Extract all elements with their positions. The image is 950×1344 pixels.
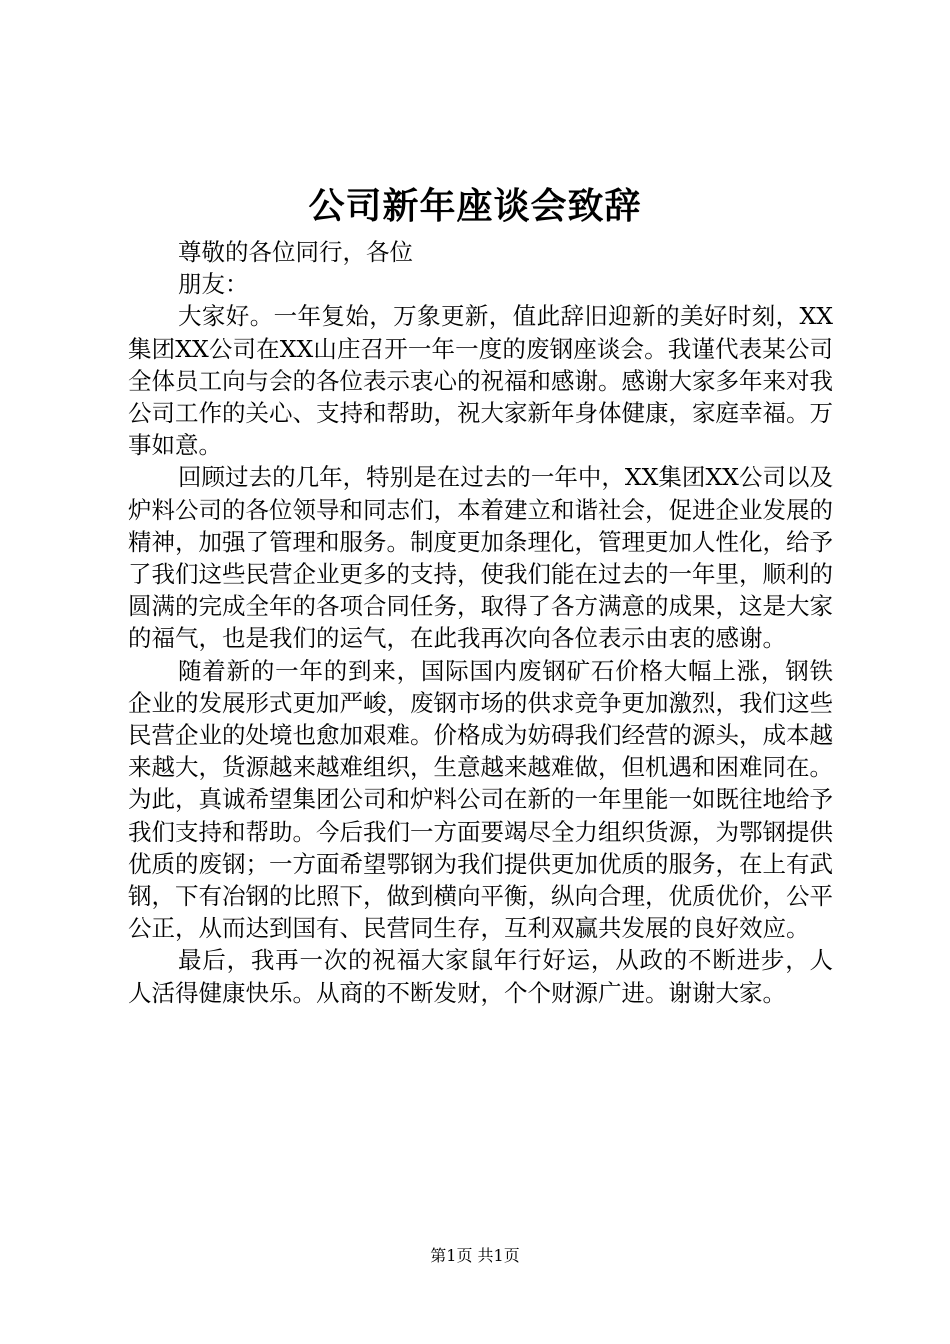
paragraph-greeting: 大家好。一年复始，万象更新，值此辞旧迎新的美好时刻，XX集团XX公司在XX山庄召开一年一度的废钢座谈会。我谨代表某公司全体员工向与会的各位表示衷心的祝福和感谢。感谢大家多年来对我公司工作的关心、支持和帮助，祝大家新年身体健康，家庭幸福。万事如意。 <box>128 302 833 460</box>
paragraph-outlook: 随着新的一年的到来，国际国内废钢矿石价格大幅上涨，钢铁企业的发展形式更加严峻，废钢市场的供求竞争更加激烈，我们这些民营企业的处境也愈加艰难。价格成为妨碍我们经营的源头，成本越来越大，货源越来越难组织，生意越来越难做，但机遇和困难同在。为此，真诚希望集团公司和炉料公司在新的一年里能一如既往地给予我们支持和帮助。今后我们一方面要竭尽全力组织货源，为鄂钢提供优质的废钢；一方面希望鄂钢为我们提供更加优质的服务，在上有武钢，下有冶钢的比照下，做到横向平衡，纵向合理，优质优价，公平公正，从而达到国有、民营同生存，互利双赢共发展的良好效应。 <box>128 656 833 943</box>
paragraph-closing: 最后，我再一次的祝福大家鼠年行好运，从政的不断进步，人人活得健康快乐。从商的不断发财，个个财源广进。谢谢大家。 <box>128 946 833 1007</box>
paragraph-review: 回顾过去的几年，特别是在过去的一年中，XX集团XX公司以及炉料公司的各位领导和同志们，本着建立和谐社会，促进企业发展的精神，加强了管理和服务。制度更加条理化，管理更加人性化，给予了我们这些民营企业更多的支持，使我们能在过去的一年里，顺利的圆满的完成全年的各项合同任务，取得了各方满意的成果，这是大家的福气，也是我们的运气，在此我再次向各位表示由衷的感谢。 <box>128 463 833 653</box>
document-title: 公司新年座谈会致辞 <box>308 185 642 227</box>
page-number-footer: 第1页 共1页 <box>430 1246 520 1265</box>
salutation-line-2: 朋友： <box>178 270 249 299</box>
document-body <box>128 236 833 1009</box>
salutation-line-1: 尊敬的各位同行，各位 <box>178 238 413 266</box>
